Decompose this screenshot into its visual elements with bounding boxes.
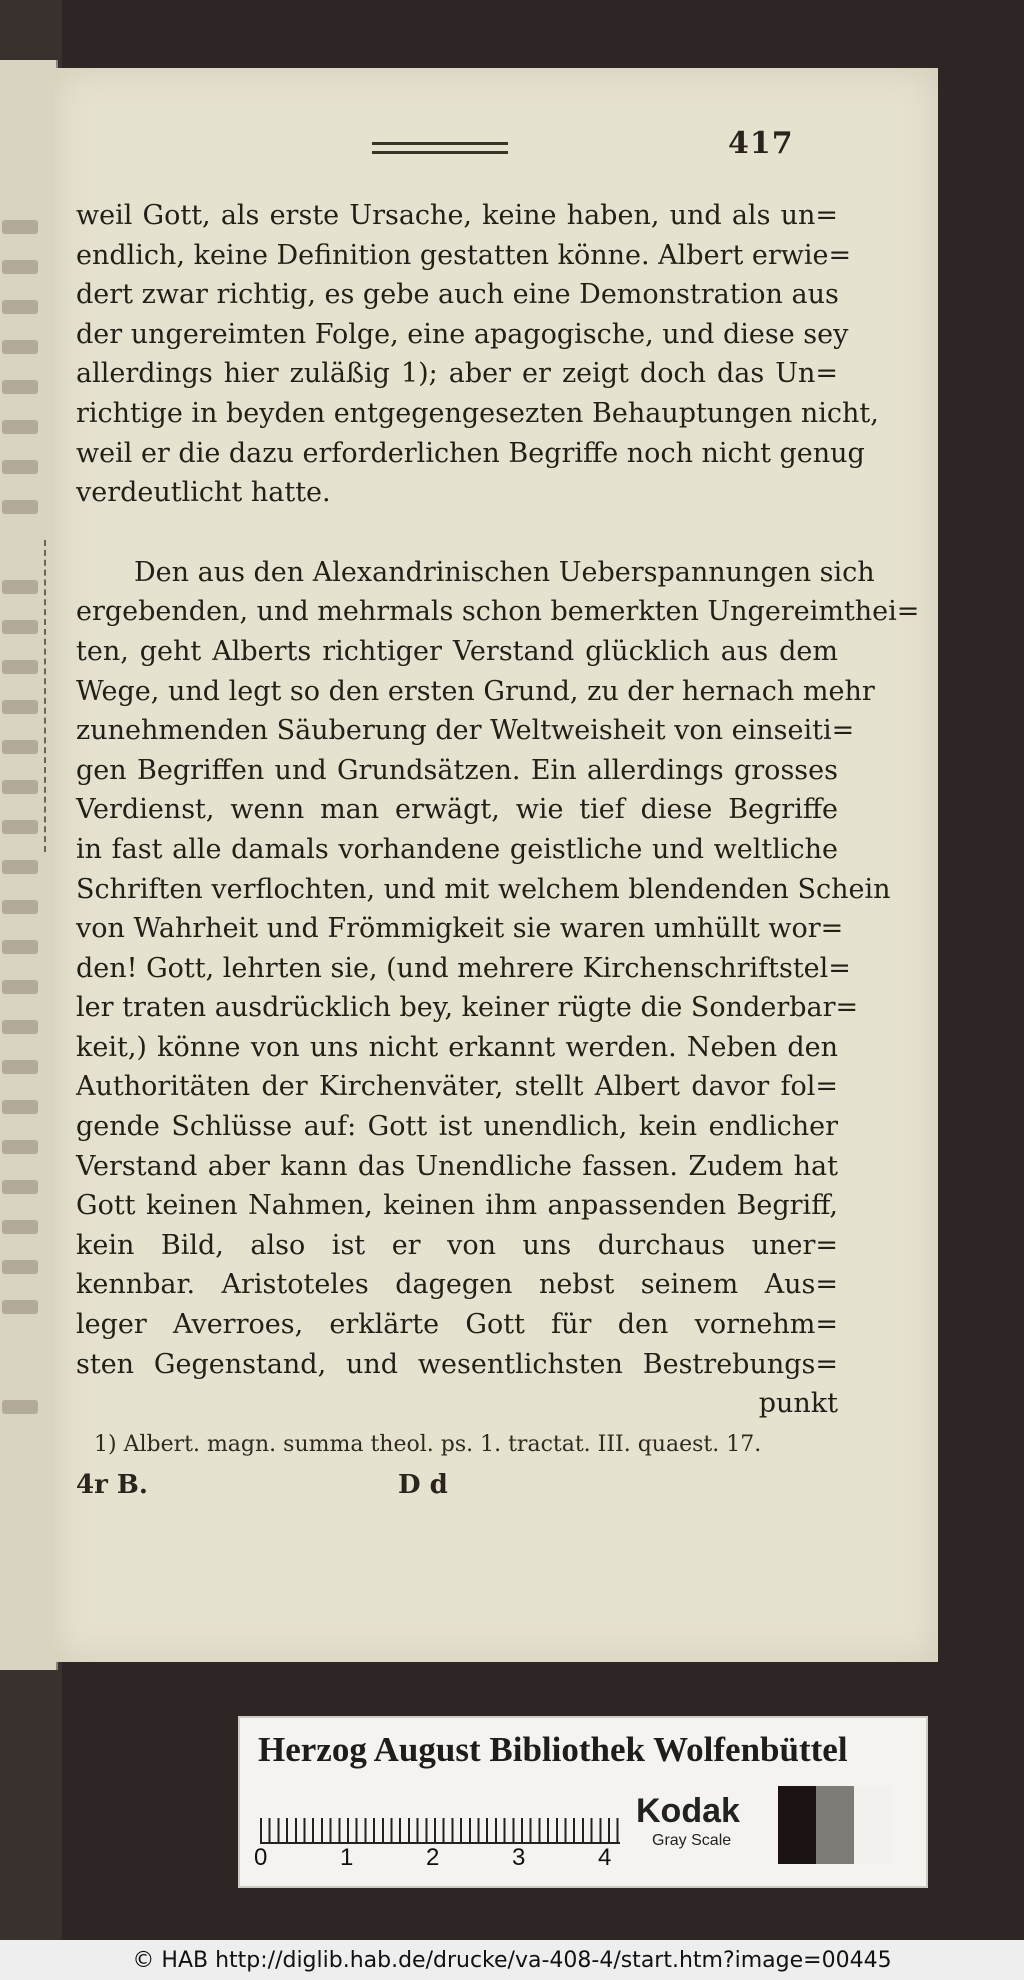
ruler-label: 0 — [254, 1844, 268, 1871]
paragraph-2 — [76, 553, 920, 1424]
swatch-gray — [816, 1786, 854, 1864]
text-line: allerdings hier zuläßig 1); aber er zeigt doch das Un= — [76, 358, 838, 390]
ruler-labels — [254, 1844, 634, 1874]
page-fold-mark — [44, 540, 52, 852]
signature-mark: 4r B. — [76, 1470, 148, 1500]
text-line: dert zwar richtig, es gebe auch eine Demonstration aus — [76, 279, 839, 311]
text-line: Verdienst, wenn man erwägt, wie tief diese Begriffe — [76, 794, 838, 826]
text-line: Verstand aber kann das Unendliche fassen. Zudem hat — [76, 1150, 838, 1182]
ruler-label: 1 — [340, 1844, 354, 1871]
footnote: 1) Albert. magn. summa theol. ps. 1. tractat. III. quaest. 17. — [94, 1432, 762, 1457]
text-line: ten, geht Alberts richtiger Verstand glücklich aus dem — [76, 635, 838, 667]
swatch-white — [854, 1786, 892, 1864]
text-line: ergebenden, und mehrmals schon bemerkten Ungereimthei= — [76, 596, 920, 628]
text-line: den! Gott, lehrten sie, (und mehrere Kirchenschriftstel= — [76, 952, 851, 984]
text-line: endlich, keine Definition gestatten könne. Albert erwie= — [76, 239, 852, 271]
copyright-footer: © HAB http://diglib.hab.de/drucke/va-408-4/start.htm?image=00445 — [0, 1940, 1024, 1980]
body-text — [76, 196, 920, 1424]
header-rule — [372, 142, 508, 154]
library-name: Herzog August Bibliothek Wolfenbüttel — [258, 1730, 848, 1769]
kodak-logo: Kodak — [636, 1792, 740, 1830]
text-line: gen Begriffen und Grundsätzen. Ein allerdings grosses — [76, 754, 838, 786]
text-line: in fast alle damals vorhandene geistliche und weltliche — [76, 833, 838, 865]
text-line: der ungereimten Folge, eine apagogische, und diese sey — [76, 318, 849, 350]
signature-letters: D d — [398, 1470, 448, 1500]
ruler-label: 3 — [512, 1844, 526, 1871]
text-line: richtige in beyden entgegengesezten Behauptungen nicht, — [76, 397, 879, 429]
text-line: Authoritäten der Kirchenväter, stellt Albert davor fol= — [76, 1071, 838, 1103]
scale-ruler — [260, 1800, 620, 1844]
page-number: 417 — [728, 126, 794, 161]
text-line: ler traten ausdrücklich bey, keiner rügte die Sonderbar= — [76, 992, 859, 1024]
color-target-card — [238, 1716, 928, 1888]
text-line: Wege, und legt so den ersten Grund, zu der hernach mehr — [76, 675, 875, 707]
text-line: von Wahrheit und Frömmigkeit sie waren umhüllt wor= — [76, 913, 844, 945]
text-line: gende Schlüsse auf: Gott ist unendlich, kein endlicher — [76, 1111, 838, 1143]
text-line: keit,) könne von uns nicht erkannt werden. Neben den — [76, 1031, 838, 1063]
paragraph-1 — [76, 196, 879, 513]
text-line: Gott keinen Nahmen, keinen ihm anpassenden Begriff, — [76, 1190, 838, 1222]
text-line: verdeutlicht hatte. — [76, 477, 331, 509]
text-line: kein Bild, also ist er von uns durchaus uner= — [76, 1229, 838, 1261]
previous-page-edge — [0, 60, 58, 1670]
gray-scale-label: Gray Scale — [652, 1832, 732, 1849]
ruler-label: 4 — [598, 1844, 612, 1871]
catchword: punkt — [758, 1388, 838, 1420]
text-line: weil Gott, als erste Ursache, keine haben, und als un= — [76, 200, 838, 231]
text-line: Schriften verflochten, und mit welchem blendenden Schein — [76, 873, 891, 905]
swatch-black — [778, 1786, 816, 1864]
ruler-label: 2 — [426, 1844, 440, 1871]
text-line: sten Gegenstand, und wesentlichsten Bestrebungs= — [76, 1348, 838, 1380]
text-line: zunehmenden Säuberung der Weltweisheit von einseiti= — [76, 715, 855, 747]
text-line: leger Averroes, erklärte Gott für den vornehm= — [76, 1309, 838, 1341]
book-page — [54, 68, 938, 1662]
text-line: kennbar. Aristoteles dagegen nebst seinem Aus= — [76, 1269, 838, 1301]
text-line: Den aus den Alexandrinischen Ueberspannungen sich — [134, 556, 875, 588]
text-line: weil er die dazu erforderlichen Begriffe noch nicht genug — [76, 437, 865, 469]
